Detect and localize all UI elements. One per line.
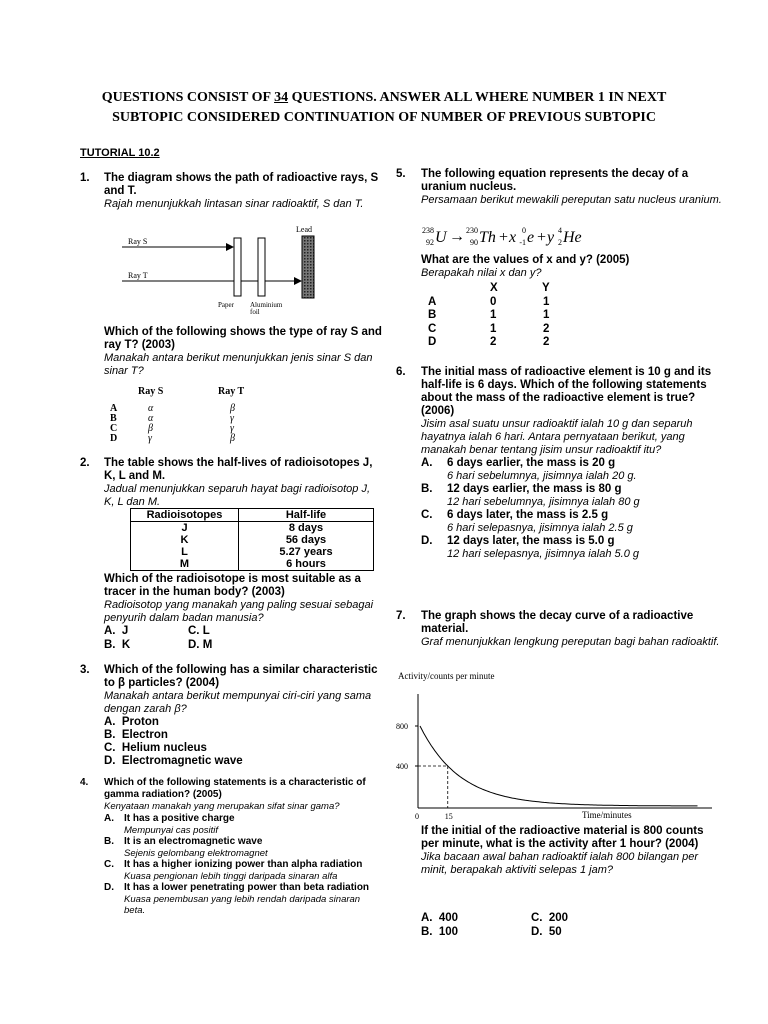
q7-text-ms: Graf menunjukkan lengkung pereputan bagi bahan radioaktif. — [421, 636, 720, 648]
aluminium-foil-sheet — [258, 238, 265, 296]
q2-option-c[interactable]: C. L — [188, 625, 210, 637]
q2-question: Which of the radioisotope is most suitable as a tracer in the human body? (2003) — [104, 573, 361, 598]
question-3: 3. Which of the following has a similar characteristic to β particles? (2004) Manakah antara berikut mempunyai ciri-ciri yang sama dengan zarah β? A. Proton B. Electron C. Helium nucleus D. Electromagnetic wave — [80, 664, 380, 768]
y-tick-label: 400 — [396, 762, 408, 771]
q1-option-a[interactable]: A α β — [110, 403, 235, 414]
q6-option-c[interactable]: C. 6 days later, the mass is 2.5 g 6 hari selepasnya, jisimnya ialah 2.5 g — [421, 509, 633, 534]
q4-text-ms: Kenyataan manakah yang merupakan sifat sinar gama? — [104, 801, 340, 812]
q5-option-c[interactable]: C 1 2 — [428, 322, 550, 335]
q7-option-d[interactable]: D. 50 — [531, 926, 562, 938]
q5-text: The following equation represents the decay of a uranium nucleus. — [421, 168, 689, 193]
q1-option-b[interactable]: B α γ — [110, 413, 234, 424]
paper-sheet — [234, 238, 241, 296]
q1-text-ms: Rajah menunjukkah lintasan sinar radioaktif, S dan T. — [104, 198, 364, 210]
lead-block — [302, 236, 314, 298]
q7-option-a[interactable]: A. 400 — [421, 912, 459, 924]
question-2: 2. The table shows the half-lives of radioisotopes J, K, L and M. Jadual menunjukkan separuh hayat bagi radioisotop J, K, L dan M. — [80, 457, 380, 509]
q3-option-c[interactable]: C. Helium nucleus — [104, 742, 207, 754]
decay-curve-line — [420, 726, 698, 806]
ray-t-arrow-icon — [294, 277, 302, 285]
table-header: Radioisotopes — [131, 509, 239, 522]
q4-option-c[interactable]: C. It has a higher ionizing power than alpha radiation Kuasa pengionan lebih tinggi daripada sinaran alfa — [104, 859, 363, 882]
q2-text-ms: Jadual menunjukkan separuh hayat bagi radioisotop J, K, L dan M. — [104, 483, 371, 508]
q5-col-x: X — [490, 282, 498, 294]
q4-text: Which of the following statements is a characteristic of gamma radiation? (2005) — [104, 777, 366, 800]
x-tick-label: 15 — [444, 812, 453, 821]
x-tick-label: 0 — [415, 812, 419, 821]
q1-col-s: Ray S — [138, 386, 164, 397]
q2-options — [104, 625, 304, 653]
ray-t-label: Ray T — [128, 271, 148, 280]
q1-option-c[interactable]: C β γ — [110, 423, 234, 434]
header-line-2: SUBTOPIC CONSIDERED CONTINUATION OF NUMBER OF PREVIOUS SUBTOPIC — [112, 110, 656, 125]
q3-option-a[interactable]: A. Proton — [104, 716, 159, 728]
question-5: 5. The following equation represents the decay of a uranium nucleus. Persamaan berikut mewakili pereputan satu nucleus uranium. — [396, 168, 726, 207]
q1-options — [110, 386, 290, 443]
question-count: 34 — [274, 90, 289, 105]
question-6: 6. The initial mass of radioactive element is 10 g and its half-life is 6 days. Which of the following statements about the mass of the radioactive element is true? (2006) Jisim asal suatu unsur radioaktif ialah 10 g dan separuh hayatnya ialah 6 hari. Antara pernyataan berikut, yang manakah benar tentang jisim unsur radioaktif itu? A. 6 days earlier, the mass is 20 g 6 hari sebelumnya, jisimnya ialah 20 g. B. 12 days earlier, the mass is 80 g 12 hari sebelumnya, jisimnya ialah 80 g C. 6 days later, the mass is 2.5 g 6 hari selepasnya, jisimnya ialah 2.5 g D. 12 days later, the mass is 5.0 g 12 hari selepasnya, jisimnya ialah 5.0 g — [396, 366, 726, 561]
paper-label: Paper — [218, 301, 234, 309]
q5-option-b[interactable]: B 1 1 — [428, 309, 550, 321]
q6-text: The initial mass of radioactive element is 10 g and its half-life is 6 days. Which of the following statements about the mass of the radioactive element is true? (2006) — [421, 366, 712, 417]
q2-option-d[interactable]: D. M — [188, 639, 213, 651]
q2-option-a[interactable]: A. J — [104, 625, 129, 637]
q5-question-block — [421, 254, 721, 280]
question-4: 4. Which of the following statements is a characteristic of gamma radiation? (2005) Kenyataan manakah yang merupakan sifat sinar gama? A. It has a positive charge Mempunyai cas positif B. It is an electromagnetic wave Sejenis gelombang elektromagnet C. It has a higher ionizing power than alpha radiation Kuasa pengionan lebih tinggi daripada sinaran alfa D. It has a lower penetrating power than beta radiation Kuasa penembusan yang lebih rendah daripada sinaran beta. — [80, 777, 370, 916]
aluminium-label: Aluminium — [250, 301, 283, 309]
q5-options — [428, 282, 578, 350]
q7-option-b[interactable]: B. 100 — [421, 926, 459, 938]
table-row: M 6 hours — [131, 558, 374, 571]
y-axis-label: Activity/counts per minute — [398, 671, 495, 681]
q5-option-d[interactable]: D 2 2 — [428, 336, 550, 348]
q1-question: Which of the following shows the type of ray S and ray T? (2003) — [104, 326, 382, 351]
half-life-table — [130, 508, 374, 571]
decay-equation: 238 92 U → 230 90 Th + x 0 -1 e + y 4 2 He — [422, 226, 582, 247]
q1-text: The diagram shows the path of radioactive rays, S and T. — [104, 172, 379, 197]
q2-question-ms: Radioisotop yang manakah yang paling sesuai sebagai penyurih dalam badan manusia? — [104, 599, 374, 624]
y-tick-label: 800 — [396, 722, 408, 731]
radiation-path-diagram — [118, 222, 348, 314]
q6-option-b[interactable]: B. 12 days earlier, the mass is 80 g 12 hari sebelumnya, jisimnya ialah 80 g — [421, 483, 640, 508]
q2-option-b[interactable]: B. K — [104, 639, 131, 651]
lead-label: Lead — [296, 225, 312, 234]
q7-question-block — [421, 825, 721, 877]
table-row: L 5.27 years — [131, 546, 374, 558]
decay-curve-chart — [394, 668, 724, 824]
ray-s-arrow-icon — [226, 243, 234, 251]
foil-label: foil — [250, 308, 260, 314]
question-7: 7. The graph shows the decay curve of a radioactive material. Graf menunjukkan lengkung pereputan bagi bahan radioaktif. — [396, 610, 726, 649]
q1-col-t: Ray T — [218, 386, 245, 397]
q7-question: If the initial of the radioactive material is 800 counts per minute, what is the activity after 1 hour? (2004) — [421, 825, 704, 850]
q1-question-block — [104, 326, 384, 378]
q7-option-c[interactable]: C. 200 — [531, 912, 569, 924]
ray-s-label: Ray S — [128, 237, 148, 246]
q2-text: The table shows the half-lives of radioisotopes J, K, L and M. — [104, 457, 373, 482]
q7-text: The graph shows the decay curve of a radioactive material. — [421, 610, 694, 635]
q5-question-ms: Berapakah nilai x dan y? — [421, 267, 542, 279]
q4-option-d[interactable]: D. It has a lower penetrating power than beta radiation Kuasa penembusan yang lebih rendah daripada sinaran beta. — [104, 882, 370, 916]
q5-text-ms: Persamaan berikut mewakili pereputan satu nucleus uranium. — [421, 194, 722, 206]
q5-question: What are the values of x and y? (2005) — [421, 254, 630, 266]
question-1: 1. The diagram shows the path of radioactive rays, S and T. Rajah menunjukkah lintasan sinar radioaktif, S dan T. — [80, 172, 379, 210]
q6-option-d[interactable]: D. 12 days later, the mass is 5.0 g 12 hari selepasnya, jisimnya ialah 5.0 g — [421, 535, 640, 560]
table-row: J 8 days — [131, 522, 374, 535]
q1-option-d[interactable]: D γ β — [110, 433, 235, 444]
q4-option-a[interactable]: A. It has a positive charge Mempunyai cas positif — [104, 813, 235, 836]
q2-question-block — [104, 573, 384, 625]
table-row: K 56 days — [131, 534, 374, 546]
q4-option-b[interactable]: B. It is an electromagnetic wave Sejenis gelombang elektromagnet — [104, 836, 268, 859]
q6-option-a[interactable]: A. 6 days earlier, the mass is 20 g 6 hari sebelumnya, jisimnya ialah 20 g. — [421, 457, 637, 482]
q7-question-ms: Jika bacaan awal bahan radioaktif ialah 800 bilangan per minit, berapakah aktiviti selepas 1 jam? — [421, 851, 699, 876]
q3-text-ms: Manakah antara berikut mempunyai ciri-ciri yang sama dengan zarah β? — [104, 690, 372, 715]
page-header — [60, 88, 708, 128]
q6-text-ms: Jisim asal suatu unsur radioaktif ialah 10 g dan separuh hayatnya ialah 6 hari. Antara pernyataan berikut, yang manakah benar tentang jisim unsur radioaktif itu? — [421, 418, 693, 456]
q3-option-b[interactable]: B. Electron — [104, 729, 168, 741]
q5-option-a[interactable]: A 0 1 — [428, 295, 550, 308]
tutorial-title: TUTORIAL 10.2 — [80, 147, 160, 159]
q7-options — [421, 912, 621, 940]
q1-question-ms: Manakah antara berikut menunjukkan jenis sinar S dan sinar T? — [104, 352, 373, 377]
q3-text: Which of the following has a similar characteristic to β particles? (2004) — [104, 664, 378, 689]
x-axis-label: Time/minutes — [582, 810, 632, 820]
q3-option-d[interactable]: D. Electromagnetic wave — [104, 755, 243, 767]
header-line-1: QUESTIONS CONSIST OF 34 QUESTIONS. ANSWER ALL WHERE NUMBER 1 IN NEXT — [101, 90, 667, 105]
table-header: Half-life — [239, 509, 374, 522]
q5-col-y: Y — [542, 282, 550, 294]
